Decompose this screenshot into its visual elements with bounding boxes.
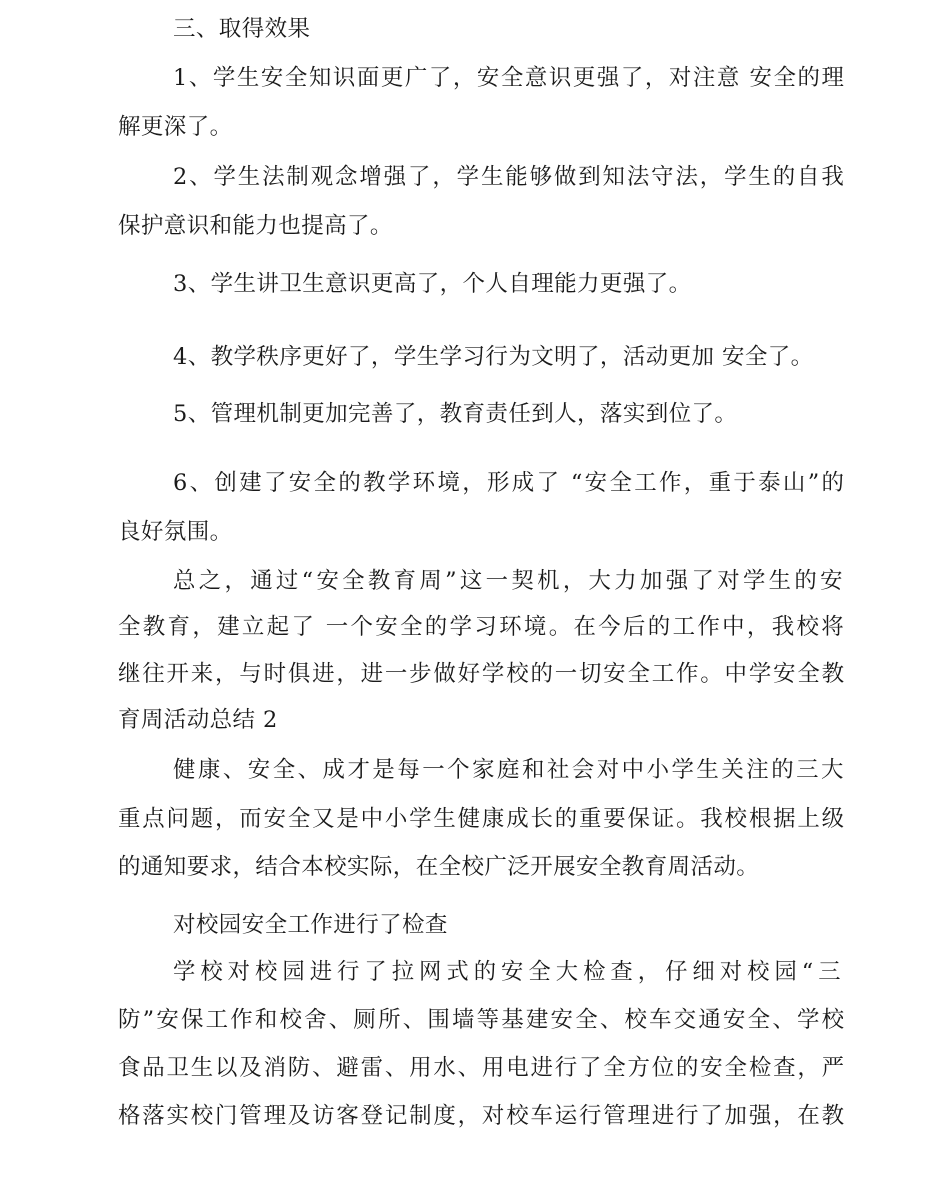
paragraph-line: 保护意识和能力也提高了。 [118,213,393,239]
paragraph-line: 6、创建了安全的教学环境，形成了 “安全工作，重于泰山”的 [173,470,847,496]
section-heading: 三、取得效果 [173,16,311,42]
paragraph-line: 解更深了。 [118,114,233,140]
paragraph-line: 健康、安全、成才是每一个家庭和社会对中小学生关注的三大 [173,757,846,783]
paragraph-line: 学校对校园进行了拉网式的安全大检查，仔细对校园“三 [173,959,846,985]
paragraph-line: 2、学生法制观念增强了，学生能够做到知法守法，学生的自我 [173,164,846,190]
paragraph-line: 良好氛围。 [118,519,233,545]
paragraph-line: 食品卫生以及消防、避雷、用水、用电进行了全方位的安全检查，严 [118,1055,846,1081]
paragraph-line: 格落实校门管理及访客登记制度，对校车运行管理进行了加强，在教 [118,1103,846,1129]
subsection-heading: 对校园安全工作进行了检查 [173,912,448,938]
paragraph-line: 3、学生讲卫生意识更高了，个人自理能力更强了。 [173,271,692,297]
paragraph-line: 重点问题，而安全又是中小学生健康成长的重要保证。我校根据上级 [118,806,846,832]
paragraph-line: 4、教学秩序更好了，学生学习行为文明了，活动更加 安全了。 [173,344,814,370]
paragraph-line: 1、学生安全知识面更广了，安全意识更强了，对注意 安全的理 [173,65,846,91]
paragraph-line: 育周活动总结 2 [118,707,278,733]
paragraph-line: 5、管理机制更加完善了，教育责任到人，落实到位了。 [173,401,738,427]
paragraph-line: 的通知要求，结合本校实际，在全校广泛开展安全教育周活动。 [118,854,760,880]
paragraph-line: 继往开来，与时俱进，进一步做好学校的一切安全工作。中学安全教 [118,661,846,687]
paragraph-line: 总之，通过“安全教育周”这一契机，大力加强了对学生的安 [173,568,846,594]
paragraph-line: 全教育，建立起了 一个安全的学习环境。在今后的工作中，我校将 [118,614,847,640]
paragraph-line: 防”安保工作和校舍、厕所、围墙等基建安全、校车交通安全、学校 [118,1007,847,1033]
